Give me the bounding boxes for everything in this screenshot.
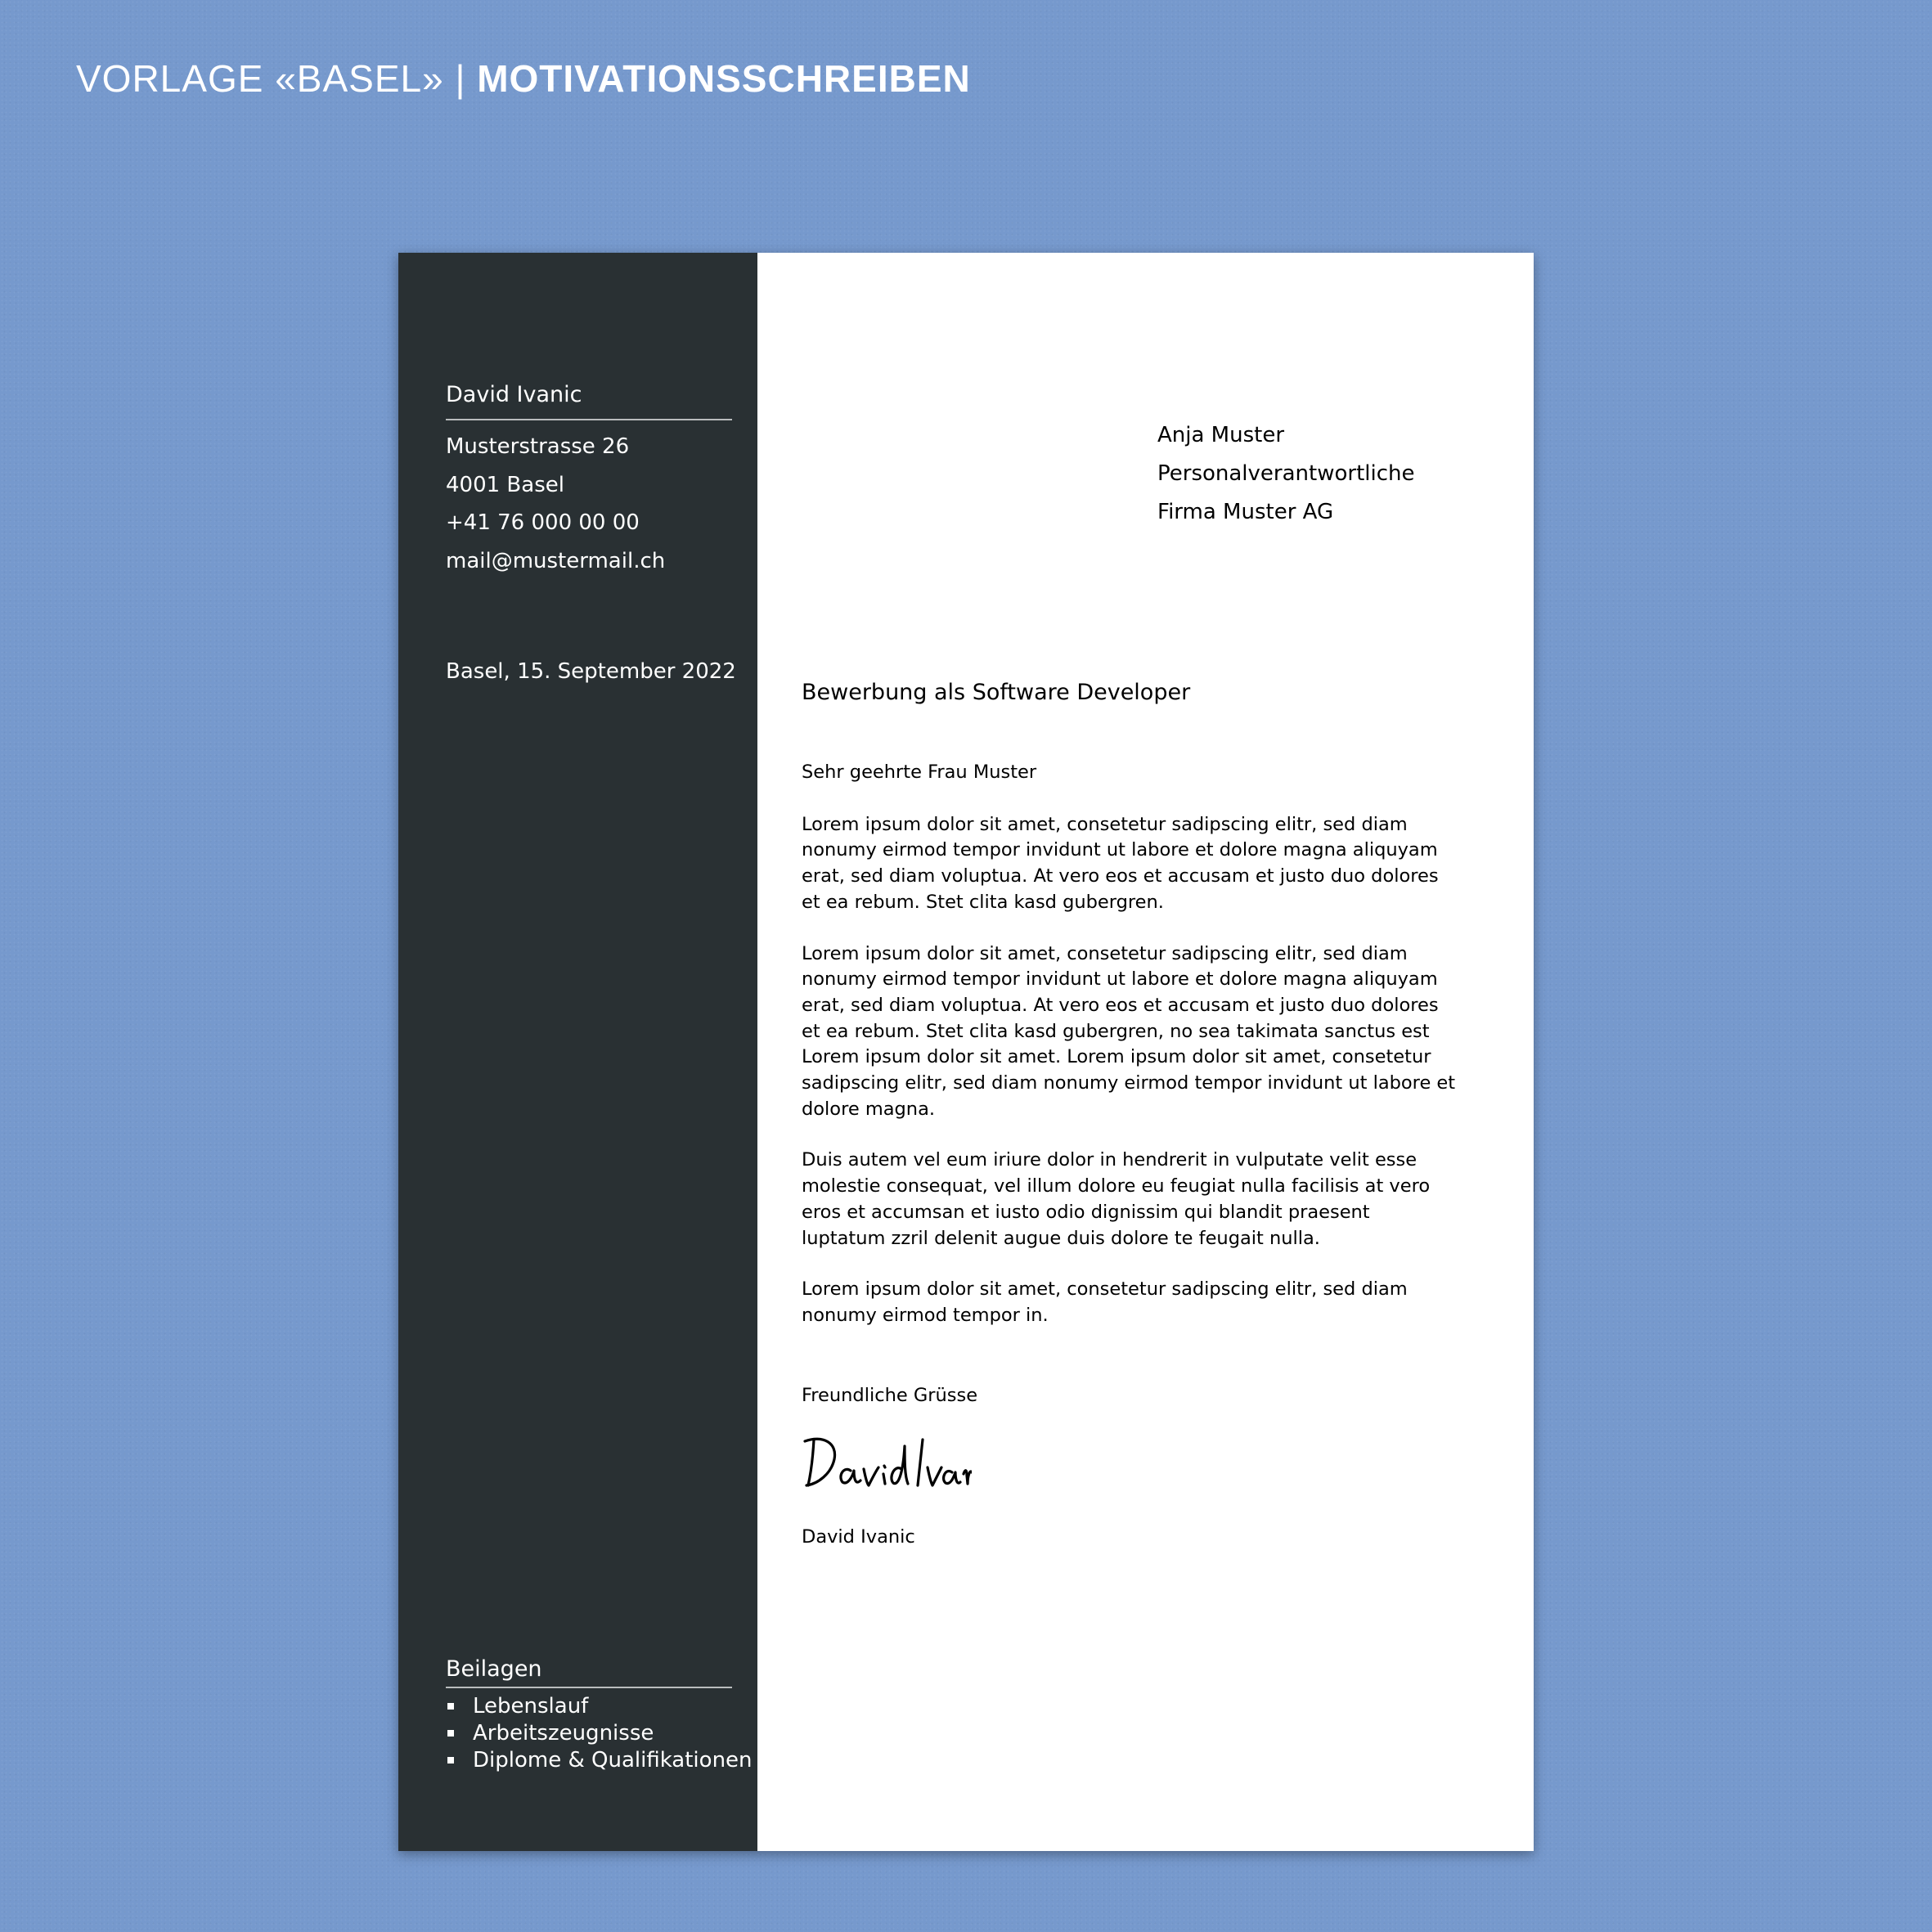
attachments-title: Beilagen bbox=[446, 1656, 542, 1682]
sender-city: 4001 Basel bbox=[446, 472, 564, 497]
sender-phone: +41 76 000 00 00 bbox=[446, 510, 640, 535]
sender-street: Musterstrasse 26 bbox=[446, 434, 630, 459]
body-paragraph: Lorem ipsum dolor sit amet, consetetur sadipscing elitr, sed diam nonumy eirmod tempor invidunt ut labore et dolore magna aliquyam erat, sed diam voluptua. At vero eos et accusam et justo duo dolores et ea rebum. Stet clita kasd gubergren. bbox=[802, 813, 1439, 913]
signature-stroke bbox=[964, 1471, 972, 1484]
attachment-item bbox=[446, 1747, 753, 1774]
body-paragraph: Lorem ipsum dolor sit amet, consetetur sadipscing elitr, sed diam nonumy eirmod tempor in. bbox=[802, 1278, 1408, 1326]
letter-sidebar bbox=[398, 253, 757, 1851]
recipient-address bbox=[1157, 416, 1414, 532]
bullet-icon bbox=[447, 1730, 454, 1737]
salutation: Sehr geehrte Frau Muster bbox=[802, 762, 1037, 783]
signature-stroke bbox=[883, 1474, 885, 1484]
closing: Freundliche Grüsse bbox=[802, 1385, 978, 1406]
attachments-divider bbox=[446, 1687, 732, 1688]
sender-name: David Ivanic bbox=[446, 382, 582, 407]
attachments-list bbox=[446, 1693, 753, 1774]
letter-body bbox=[802, 760, 1456, 1355]
letter-subject: Bewerbung als Software Developer bbox=[802, 680, 1191, 705]
letter-page bbox=[398, 253, 1534, 1851]
recipient-name: Anja Muster bbox=[1157, 423, 1285, 447]
attachment-item bbox=[446, 1720, 753, 1747]
attachment-label: Arbeitszeugnisse bbox=[473, 1721, 654, 1746]
recipient-role: Personalverantwortliche bbox=[1157, 461, 1415, 486]
recipient-company: Firma Muster AG bbox=[1157, 500, 1334, 524]
signature-stroke bbox=[884, 1466, 885, 1467]
signer-name: David Ivanic bbox=[802, 1526, 915, 1548]
letter-date: Basel, 15. September 2022 bbox=[446, 659, 736, 684]
signature-stroke bbox=[892, 1446, 908, 1484]
bullet-icon bbox=[447, 1757, 454, 1764]
signature-stroke bbox=[864, 1467, 878, 1485]
bullet-icon bbox=[447, 1703, 454, 1710]
page-title-prefix: VORLAGE «BASEL» | bbox=[76, 57, 478, 100]
sender-address bbox=[446, 428, 665, 580]
attachment-label: Diplome & Qualifikationen bbox=[473, 1748, 753, 1772]
signature-stroke bbox=[928, 1467, 941, 1485]
body-paragraph: Duis autem vel eum iriure dolor in hendrerit in vulputate velit esse molestie consequat, vel illum dolore eu feugiat nulla facilisis at vero eros et accumsan et iusto odio dignissim qui blandit praesent luptatum zzril delenit augue duis dolore te feugait nulla. bbox=[802, 1149, 1431, 1249]
page-title bbox=[76, 54, 971, 103]
sender-email: mail@mustermail.ch bbox=[446, 548, 666, 573]
signature-stroke bbox=[808, 1440, 814, 1485]
signature-stroke bbox=[841, 1469, 860, 1483]
signature bbox=[800, 1428, 972, 1494]
body-paragraph: Lorem ipsum dolor sit amet, consetetur sadipscing elitr, sed diam nonumy eirmod tempor invidunt ut labore et dolore magna aliquyam erat, sed diam voluptua. At vero eos et accusam et justo duo dolores et ea rebum. Stet clita kasd gubergren, no sea takimata sanctus est Lorem ipsum dolor sit amet. Lorem ipsum dolor sit amet, consetetur sadipscing elitr, sed diam nonumy eirmod tempor invidunt ut labore et dolore magna. bbox=[802, 942, 1456, 1120]
page-title-main: MOTIVATIONSSCHREIBEN bbox=[477, 57, 971, 100]
signature-stroke bbox=[944, 1471, 960, 1484]
attachment-label: Lebenslauf bbox=[473, 1694, 589, 1719]
attachment-item bbox=[446, 1693, 753, 1720]
sender-divider bbox=[446, 419, 732, 420]
signature-stroke bbox=[918, 1440, 923, 1485]
